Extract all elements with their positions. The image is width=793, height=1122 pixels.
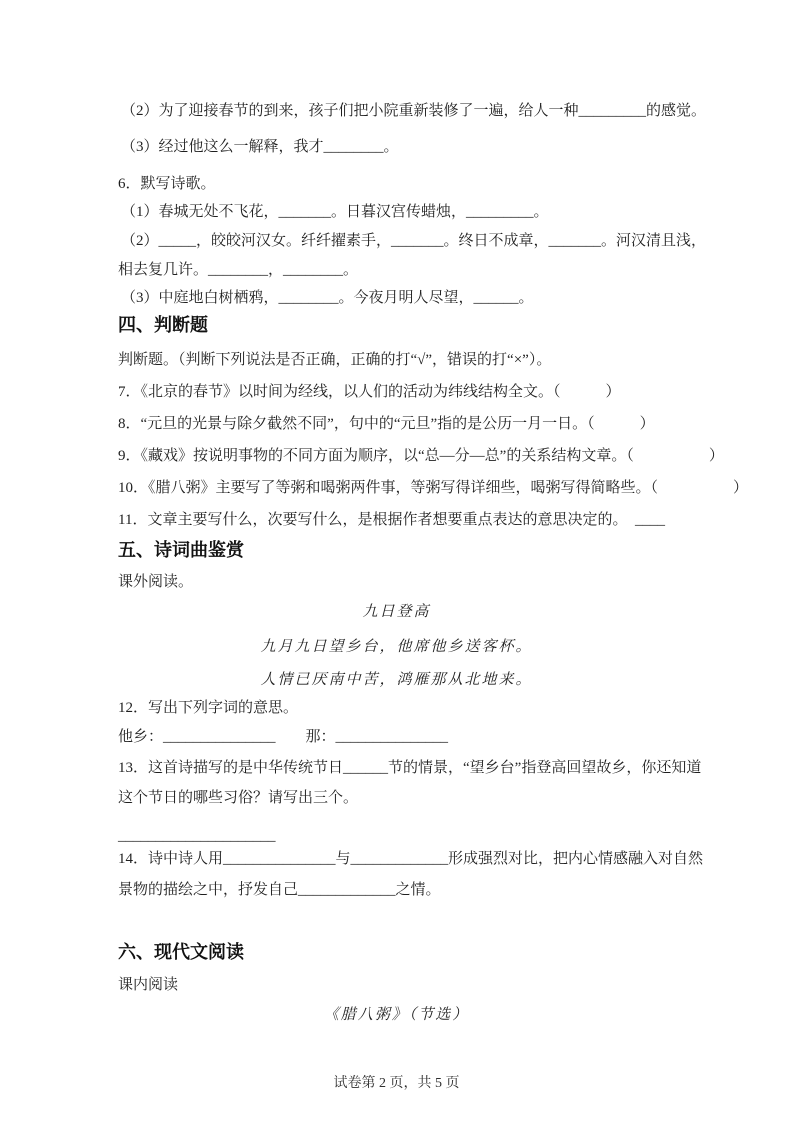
poem-title: 九日登高 — [362, 604, 431, 620]
question-7: 7．《北京的春节》以时间为经线，以人们的活动为纬线结构全文。（ ） — [118, 384, 621, 400]
question-12-stem: 12．写出下列字词的意思。 — [118, 700, 299, 716]
question-13-line-1: 13．这首诗描写的是中华传统节日______节的情景，“望乡台”指登高回望故乡，你还知道 — [118, 760, 702, 776]
question-6-item-3: （3）中庭地白树栖鸦，________。今夜月明人尽望，______。 — [121, 290, 534, 306]
question-5-item-2: （2）为了迎接春节的到来，孩子们把小院重新装修了一遍，给人一种_________的感觉。 — [121, 103, 707, 119]
poem-line-1: 九月九日望乡台，他席他乡送客杯。 — [260, 639, 533, 655]
section-5-heading: 五、诗词曲鉴赏 — [118, 540, 244, 560]
question-13-line-2: 这个节日的哪些习俗？请写出三个。 — [118, 790, 359, 806]
question-11: 11．文章主要写什么，次要写什么，是根据作者想要重点表达的意思决定的。 ____ — [118, 512, 665, 528]
judgment-instructions: 判断题。（判断下列说法是否正确，正确的打“√”，错误的打“×”）。 — [118, 352, 552, 368]
question-6-item-1: （1）春城无处不飞花，_______。日暮汉宫传蜡烛，_________。 — [121, 204, 549, 220]
poem-line-2: 人情已厌南中苦，鸿雁那从北地来。 — [260, 672, 533, 688]
page-footer: 试卷第 2 页，共 5 页 — [333, 1076, 460, 1091]
in-class-reading-label: 课内阅读 — [118, 977, 179, 993]
question-8: 8．“元旦的光景与除夕截然不同”，句中的“元旦”指的是公历一月一日。（ ） — [118, 416, 655, 432]
question-9: 9．《藏戏》按说明事物的不同方面为顺序，以“总—分—总”的关系结构文章。（ ） — [118, 448, 724, 464]
section-4-heading: 四、判断题 — [118, 315, 208, 335]
question-6-stem: 6．默写诗歌。 — [118, 176, 216, 192]
extracurricular-reading-label: 课外阅读。 — [118, 574, 194, 590]
question-10: 10．《腊八粥》主要写了等粥和喝粥两件事，等粥写得详细些，喝粥写得简略些。（ ） — [118, 480, 749, 496]
question-6-item-2-line-2: 相去复几许。________，________。 — [118, 262, 359, 278]
question-5-item-3: （3）经过他这么一解释，我才________。 — [121, 139, 399, 155]
question-12-blanks: 他乡：_______________ 那：_______________ — [118, 729, 449, 745]
question-14-line-2: 景物的描绘之中，抒发自己_____________之情。 — [118, 882, 441, 898]
question-6-item-2-line-1: （2）_____，皎皎河汉女。纤纤擢素手，_______。终日不成章，_______。河汉清且浅， — [121, 233, 707, 249]
reading-excerpt-title: 《腊八粥》（节选） — [323, 1007, 470, 1023]
section-6-heading: 六、现代文阅读 — [118, 942, 244, 962]
question-14-line-1: 14．诗中诗人用_______________与_____________形成强烈对比，把内心情感融入对自然 — [118, 851, 704, 867]
question-13-answer-line: _____________________ — [118, 828, 276, 844]
